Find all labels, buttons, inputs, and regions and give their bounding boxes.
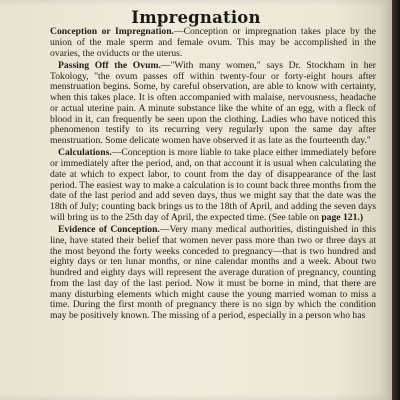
book-spine-edge (392, 0, 400, 400)
page-body (50, 27, 376, 322)
paragraph-conception (50, 27, 376, 59)
heading-passing-off-ovum: Passing Off the Ovum. (58, 59, 161, 71)
text-passing-off-ovum: —"With many women," says Dr. Stockham in her Tokology, "the ovum passes off within twenty-four or forty-eight hours after menstruation begins. Some, by careful observation, are able to know with certainty, when this takes place. It is often accompanied with malaise, nervousness, headache or actual uterine pain. A minute substance like the white of an egg, with a fleck of blood in it, can frequently be seen upon the clothing. Ladies who have noticed this phenomenon testify to its recurring very regularly upon the same day after menstruation. Some delicate women have observed it as late as the fourteenth day." (50, 59, 376, 146)
paragraph-calculations (50, 148, 376, 223)
text-evidence-of-conception: —Very many medical authorities, distinguished in this line, have stated their belief that women never pass more than two or three days at the most beyond the forty weeks conceded to pregnancy—that is two hundred and eighty days or ten lunar months, or nine calendar months and a week. About two hundred and eighty days will represent the average duration of pregnancy, counting from the last day of the last period. Now it must be borne in mind, that there are many disturbing elements which might cause the young married woman to miss a time. During the first month of pregnancy there is no sign by which the condition may be positively known. The missing of a period, especially in a person who has (50, 224, 376, 321)
text-calculations: —Conception is more liable to take place either immediately before or immediately after the period, and, on that account it is usual when calculating the date at which to expect labor, to count from the day of disappearance of the last period. The easiest way to make a calculation is to count back three months from the date of the last period and add seven days, thus we might say that the date was the 18th of July; counting back brings us to the 18th of April, and adding the seven days will bring us to the 25th day of April, the expected time. (See table on (50, 147, 376, 223)
text-conception: —Conception or impregnation takes place by the union of the male sperm and female ovum. This may be accomplished in the ovaries, the oviducts or the uterus. (50, 26, 376, 59)
page-title: Impregnation (131, 8, 261, 27)
heading-conception: Conception or Impregnation. (50, 26, 174, 37)
heading-calculations: Calculations. (58, 147, 112, 159)
paragraph-evidence-of-conception (50, 225, 376, 322)
paragraph-passing-off-ovum (50, 61, 376, 147)
page-reference: page 121.) (321, 211, 364, 223)
heading-evidence-of-conception: Evidence of Conception. (58, 224, 160, 235)
